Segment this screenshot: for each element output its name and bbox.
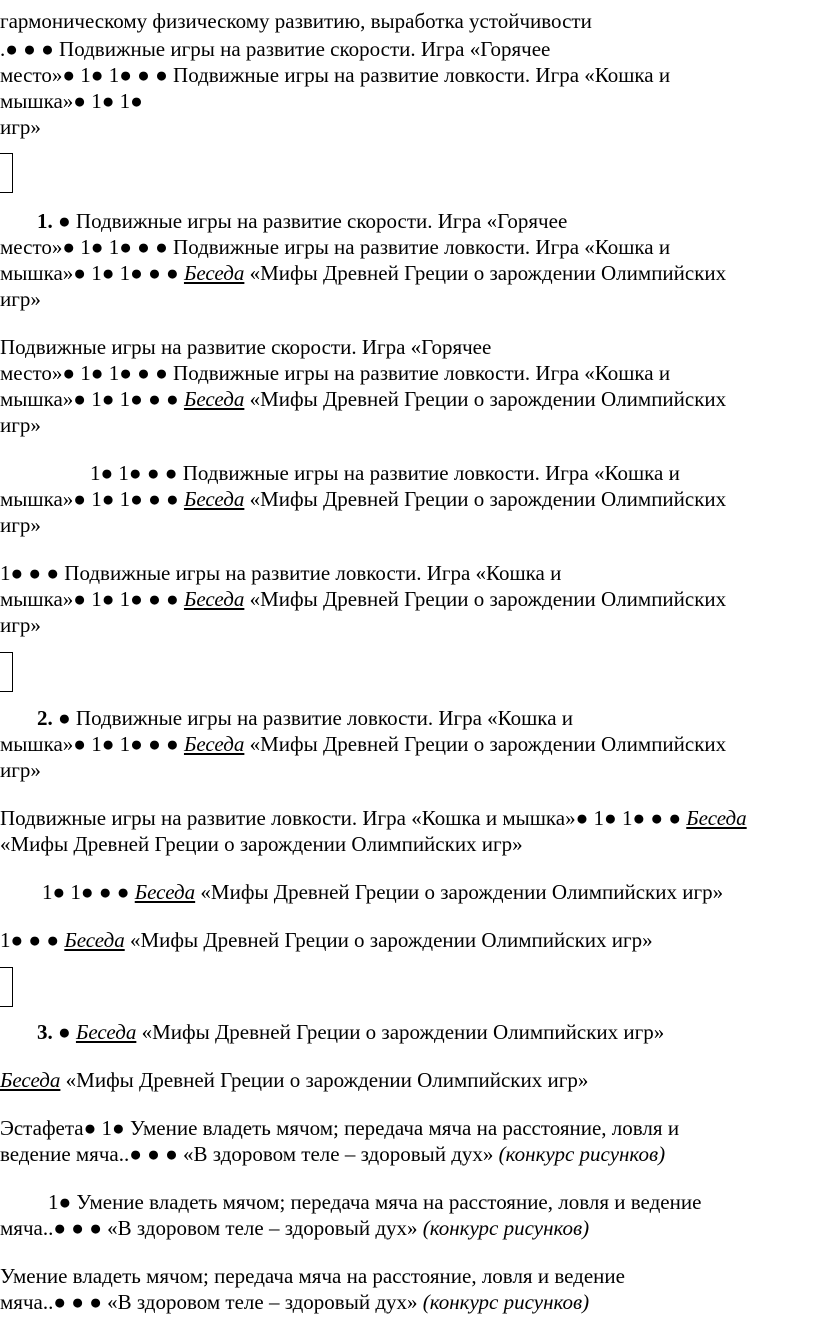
text-line — [0, 260, 726, 286]
text-run: мяча..● ● ● «В здоровом теле – здоровый дух» — [0, 1290, 423, 1314]
text-run: 1● 1● ● ● — [42, 880, 135, 904]
text-run: ведение мяча..● ● ● «В здоровом теле – здоровый дух» — [0, 1142, 499, 1166]
text-line — [0, 731, 726, 757]
text-line — [0, 1215, 589, 1241]
text-line — [0, 560, 561, 586]
text-run: Подвижные игры на развитие скорости. Игра «Горячее — [0, 335, 492, 359]
text-line — [0, 114, 41, 140]
text-line — [37, 1019, 664, 1045]
text-line — [0, 334, 491, 360]
text-line — [0, 36, 550, 62]
underlined-link-text: Беседа — [183, 261, 245, 285]
text-run: мышка»● 1● 1● ● ● — [0, 261, 184, 285]
text-line — [0, 412, 41, 438]
text-run: 1● 1● ● ● Подвижные игры на развитие ловкости. Игра «Кошка и — [90, 461, 680, 485]
text-run: «Мифы Древней Греции о зарождении Олимпийских — [244, 732, 727, 756]
text-run: «Мифы Древней Греции о зарождении Олимпийских игр» — [124, 928, 653, 952]
text-run: мышка»● 1● 1● ● ● — [0, 587, 184, 611]
underlined-link-text: Беседа — [183, 387, 245, 411]
text-line — [0, 831, 523, 857]
text-line — [0, 234, 670, 260]
text-run: Подвижные игры на развитие ловкости. Игра «Кошка и мышка»● 1● 1● ● ● — [0, 806, 687, 830]
underlined-link-text: Беседа — [0, 1068, 61, 1092]
text-run: игр» — [0, 287, 41, 311]
empty-frame-marker — [0, 652, 13, 692]
text-line — [0, 1141, 665, 1167]
text-run: игр» — [0, 513, 41, 537]
list-number: 2. — [37, 706, 53, 730]
text-line — [0, 486, 726, 512]
text-run: игр» — [0, 413, 41, 437]
text-run: «Мифы Древней Греции о зарождении Олимпийских игр» — [60, 1068, 589, 1092]
text-run: мышка»● 1● 1● ● ● — [0, 732, 184, 756]
underlined-link-text: Беседа — [183, 487, 245, 511]
text-run: «Мифы Древней Греции о зарождении Олимпийских игр» — [0, 832, 523, 856]
text-run: мышка»● 1● 1● ● ● — [0, 487, 184, 511]
text-run: «Мифы Древней Греции о зарождении Олимпийских — [244, 487, 727, 511]
text-line — [0, 1289, 589, 1315]
text-run: мышка»● 1● 1● ● ● — [0, 387, 184, 411]
text-line — [0, 360, 670, 386]
underlined-link-text: Беседа — [183, 587, 245, 611]
text-run: место»● 1● 1● ● ● Подвижные игры на развитие ловкости. Игра «Кошка и — [0, 235, 671, 259]
text-line — [0, 8, 592, 34]
text-run: ● Подвижные игры на развитие ловкости. Игра «Кошка и — [52, 706, 574, 730]
text-run: «Мифы Древней Греции о зарождении Олимпийских — [244, 387, 727, 411]
text-run: место»● 1● 1● ● ● Подвижные игры на развитие ловкости. Игра «Кошка и — [0, 63, 671, 87]
text-line — [0, 88, 143, 114]
text-line — [0, 805, 747, 831]
empty-frame-marker — [0, 153, 13, 193]
underlined-link-text: Беседа — [64, 928, 125, 952]
text-line — [37, 705, 573, 731]
underlined-link-text: Беседа — [75, 1020, 137, 1044]
text-line — [0, 386, 726, 412]
text-line — [0, 62, 670, 88]
text-run: 1● ● ● Подвижные игры на развитие ловкости. Игра «Кошка и — [0, 561, 562, 585]
italic-note: (конкурс рисунков) — [422, 1216, 590, 1240]
text-run: .● ● ● Подвижные игры на развитие скорости. Игра «Горячее — [0, 37, 551, 61]
text-run: 1● ● ● — [0, 928, 65, 952]
text-run: Умение владеть мячом; передача мяча на расстояние, ловля и ведение — [0, 1264, 625, 1288]
text-line — [37, 208, 567, 234]
text-run: игр» — [0, 613, 41, 637]
text-run: мышка»● 1● 1● — [0, 89, 143, 113]
text-run: «Мифы Древней Греции о зарождении Олимпийских — [244, 587, 727, 611]
list-number: 3. — [37, 1020, 53, 1044]
text-line — [0, 757, 41, 783]
text-line — [0, 1115, 679, 1141]
text-run: мяча..● ● ● «В здоровом теле – здоровый дух» — [0, 1216, 423, 1240]
text-run: «Мифы Древней Греции о зарождении Олимпийских игр» — [195, 880, 724, 904]
text-line — [48, 1189, 701, 1215]
text-line — [42, 879, 723, 905]
text-line — [0, 927, 653, 953]
text-line — [90, 460, 680, 486]
text-run: место»● 1● 1● ● ● Подвижные игры на развитие ловкости. Игра «Кошка и — [0, 361, 671, 385]
text-run: ● Подвижные игры на развитие скорости. Игра «Горячее — [52, 209, 568, 233]
text-run: 1● Умение владеть мячом; передача мяча на расстояние, ловля и ведение — [48, 1190, 702, 1214]
text-run: «Мифы Древней Греции о зарождении Олимпийских — [244, 261, 727, 285]
text-line — [0, 612, 41, 638]
text-run: игр» — [0, 115, 41, 139]
text-run: игр» — [0, 758, 41, 782]
underlined-link-text: Беседа — [183, 732, 245, 756]
text-run: Эстафета● 1● Умение владеть мячом; передача мяча на расстояние, ловля и — [0, 1116, 680, 1140]
text-run: ● — [52, 1020, 76, 1044]
text-line — [0, 1263, 625, 1289]
text-run: «Мифы Древней Греции о зарождении Олимпийских игр» — [136, 1020, 665, 1044]
text-line — [0, 1067, 588, 1093]
underlined-link-text: Беседа — [134, 880, 196, 904]
empty-frame-marker — [0, 967, 13, 1007]
text-run: гармоническому физическому развитию, выработка устойчивости — [0, 9, 592, 33]
text-line — [0, 512, 41, 538]
italic-note: (конкурс рисунков) — [498, 1142, 666, 1166]
underlined-link-text: Беседа — [686, 806, 747, 830]
text-line — [0, 586, 726, 612]
list-number: 1. — [37, 209, 53, 233]
text-line — [0, 286, 41, 312]
italic-note: (конкурс рисунков) — [422, 1290, 590, 1314]
